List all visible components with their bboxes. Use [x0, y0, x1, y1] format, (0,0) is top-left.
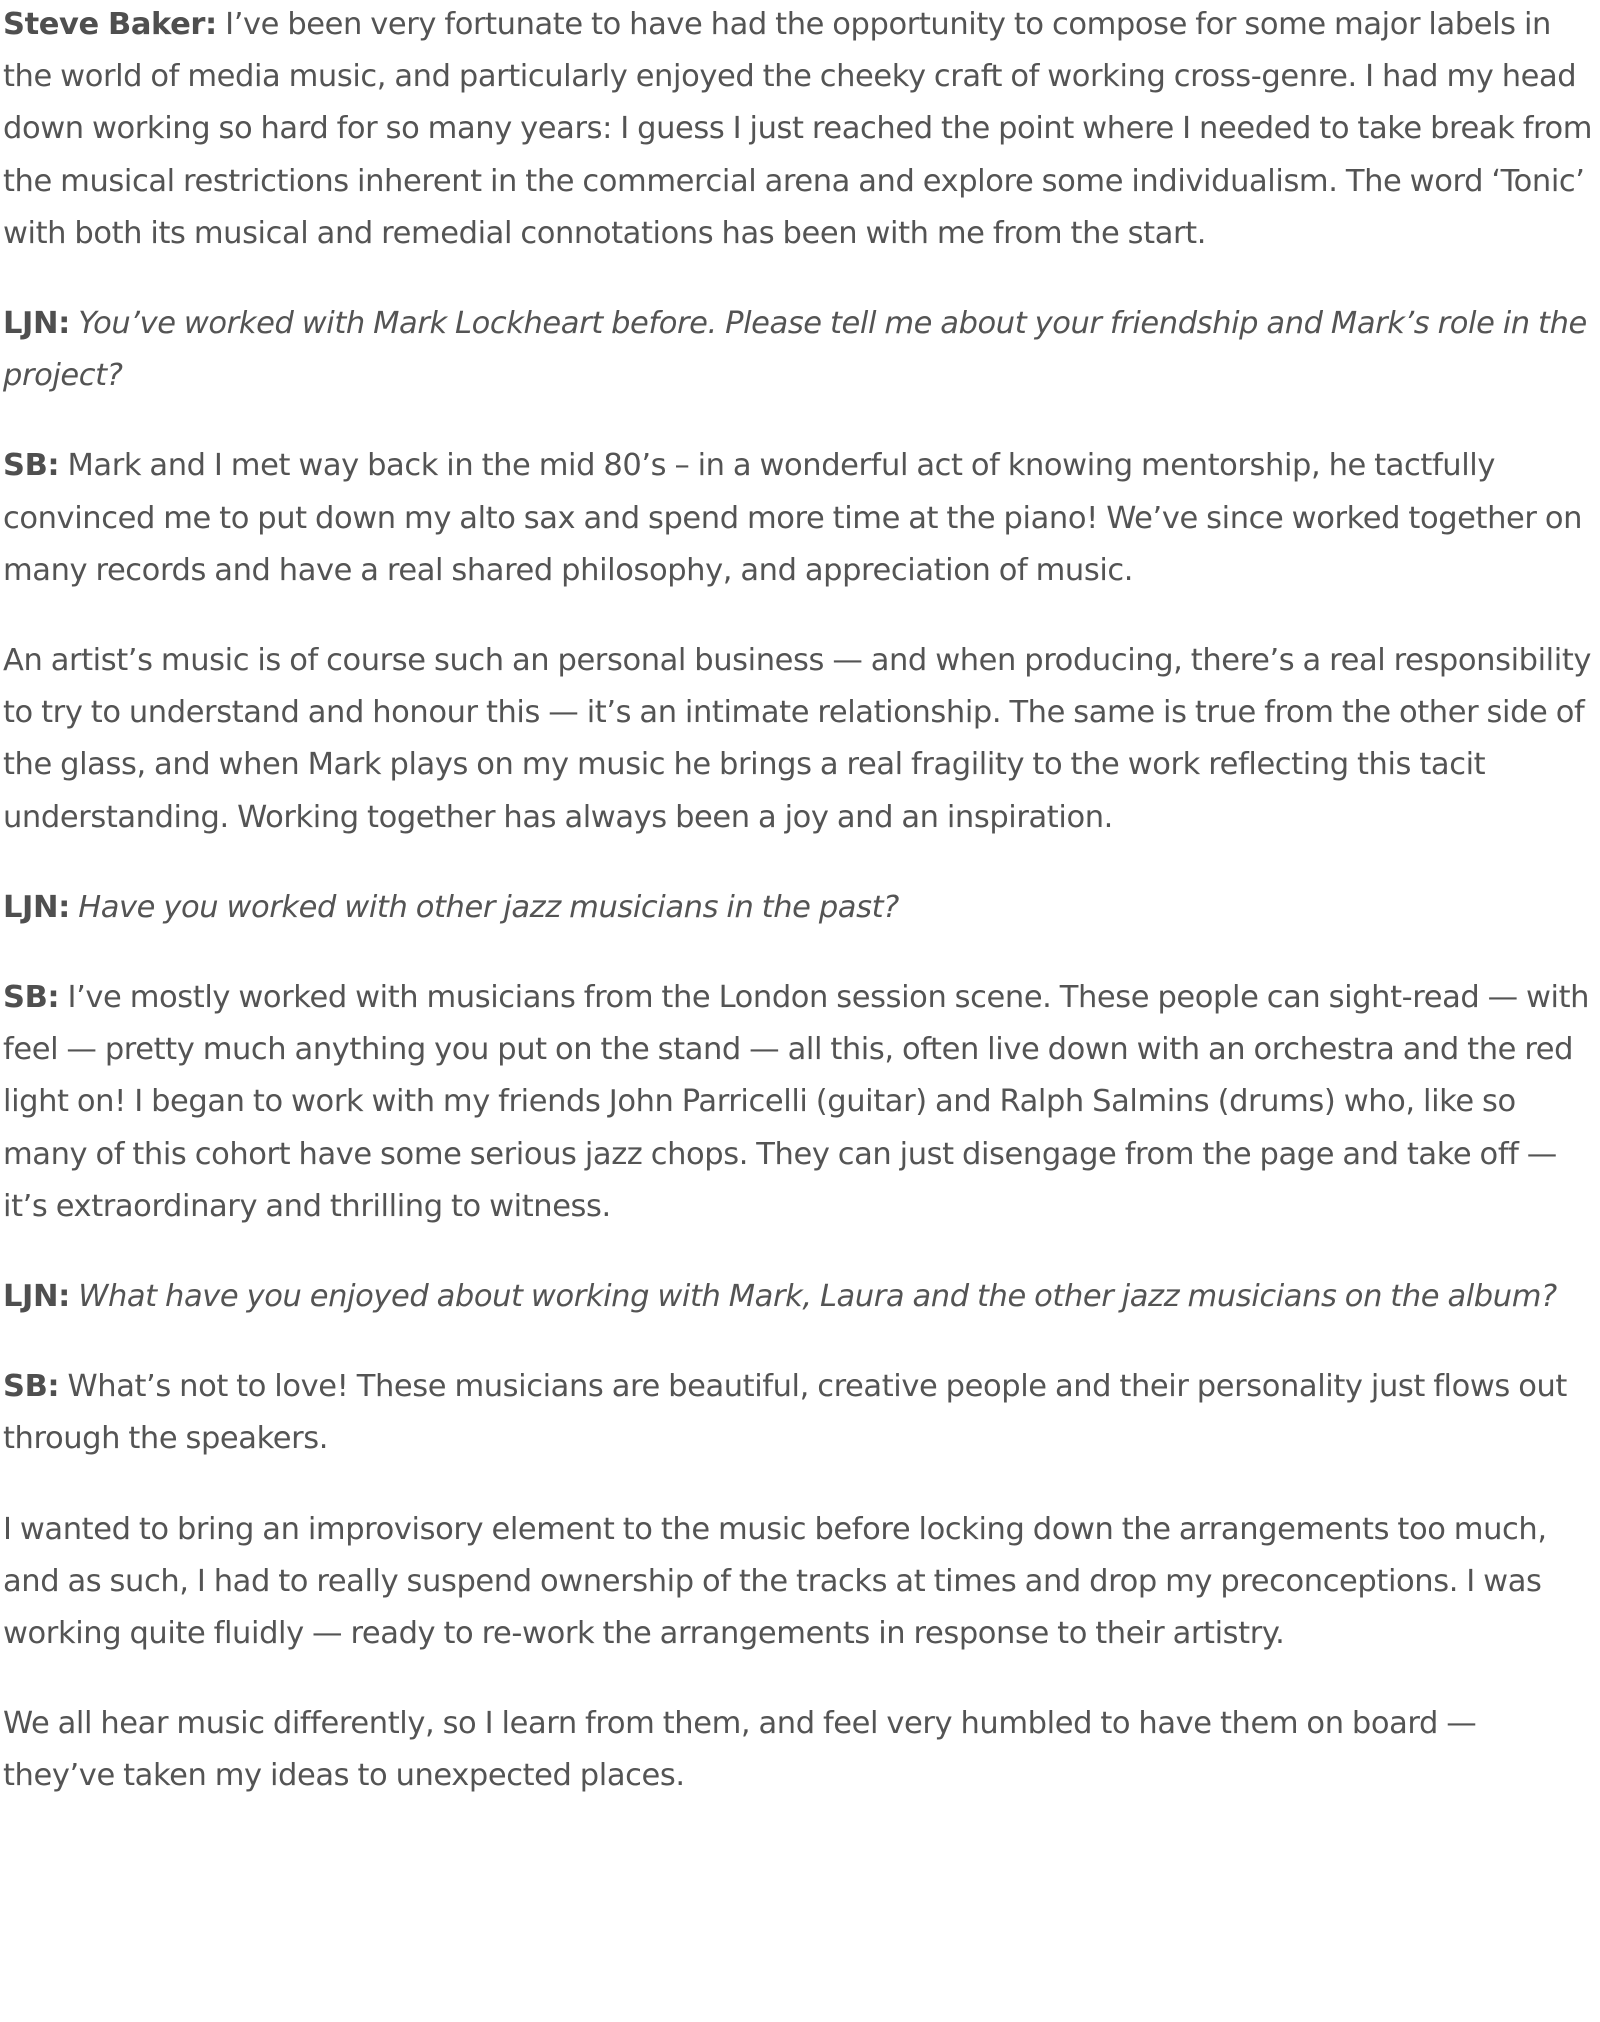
answer-paragraph: [3, 0, 1593, 260]
question-paragraph: [3, 882, 1593, 934]
speaker-label: LJN:: [3, 306, 70, 342]
answer-text: I wanted to bring an improvisory element to the music before locking down the arrangements too much, and as such, I had to really suspend ownership of the tracks at times and drop my preconceptions. I was working quite fluidly — ready to re-work the arrangements in response to their artistry.: [3, 1511, 1547, 1652]
answer-text: An artist’s music is of course such an personal business — and when producing, there’s a real responsibility to try to understand and honour this — it’s an intimate relationship. The same is true from the other side of the glass, and when Mark plays on my music he brings a real fragility to the work reflecting this tacit understanding. Working together has always been a joy and an inspiration.: [3, 643, 1592, 835]
answer-text: What’s not to love! These musicians are beautiful, creative people and their personality just flows out through the speakers.: [3, 1369, 1567, 1457]
speaker-label: SB:: [3, 980, 60, 1016]
answer-paragraph: [3, 1361, 1593, 1465]
speaker-label: Steve Baker:: [3, 7, 217, 42]
answer-paragraph: [3, 440, 1593, 597]
answer-text: I’ve mostly worked with musicians from the London session scene. These people can sight-read — with feel — pretty much anything you put on the stand — all this, often live down with an orchestra and the red light on! I began to work with my friends John Parricelli (guitar) and Ralph Salmins (drums) who, like so many of this cohort have some serious jazz chops. They can just disengage from the page and take off — it’s extraordinary and thrilling to witness.: [3, 980, 1590, 1224]
answer-text: I’ve been very fortunate to have had the opportunity to compose for some major labels in the world of media music, and particularly enjoyed the cheeky craft of working cross-genre. I had my head down working so hard for so many years: I guess I just reached the point where I needed to take break from the musical restrictions inherent in the commercial arena and explore some individualism. The word ‘Tonic’ with both its musical and remedial connotations has been with me from the start.: [3, 7, 1593, 251]
answer-paragraph: [3, 1698, 1593, 1802]
speaker-label: SB:: [3, 1369, 60, 1405]
answer-paragraph: [3, 972, 1593, 1233]
question-paragraph: [3, 1271, 1593, 1323]
question-text: You’ve worked with Mark Lockheart before. Please tell me about your friendship and Mark’s role in the project?: [3, 306, 1587, 394]
answer-text: We all hear music differently, so I learn from them, and feel very humbled to have them on board — they’ve taken my ideas to unexpected places.: [3, 1706, 1477, 1794]
question-text: What have you enjoyed about working with Mark, Laura and the other jazz musicians on the album?: [78, 1279, 1557, 1315]
question-text: Have you worked with other jazz musicians in the past?: [78, 889, 899, 925]
answer-paragraph: [3, 635, 1593, 844]
answer-text: Mark and I met way back in the mid 80’s – in a wonderful act of knowing mentorship, he tactfully convinced me to put down my alto sax and spend more time at the piano! We’ve since worked together on many records and have a real shared philosophy, and appreciation of music.: [3, 448, 1583, 588]
speaker-label: LJN:: [3, 889, 70, 925]
interview-article: [3, 0, 1593, 1841]
answer-paragraph: [3, 1504, 1593, 1661]
speaker-label: LJN:: [3, 1279, 70, 1315]
question-paragraph: [3, 298, 1593, 402]
speaker-label: SB:: [3, 448, 60, 484]
